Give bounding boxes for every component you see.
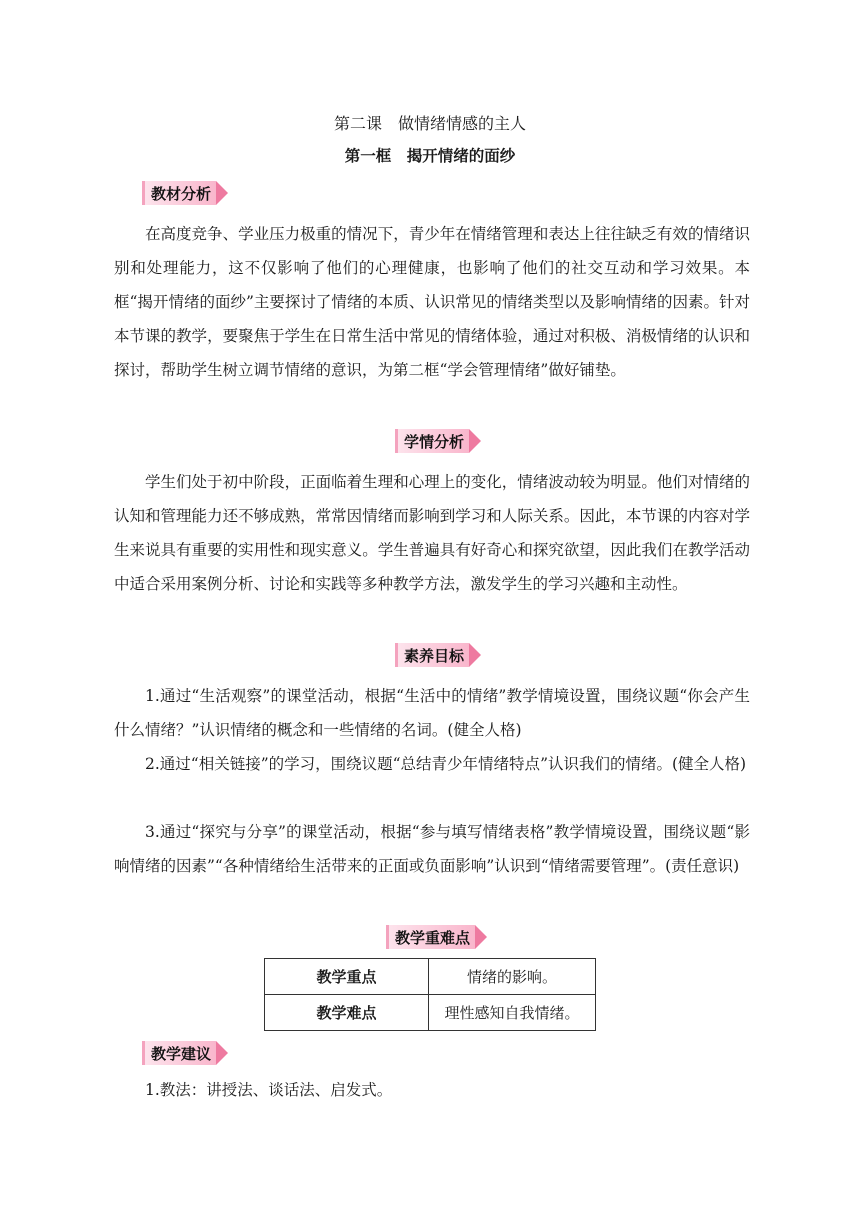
table-row	[265, 959, 596, 995]
goal-item: 2.通过“相关链接”的学习，围绕议题“总结青少年情绪特点”认识我们的情绪。(健全人格)	[145, 755, 747, 773]
goal-item: 1.通过“生活观察”的课堂活动，根据“生活中的情绪”教学情境设置，围绕议题“你会产生什么情绪？”认识情绪的概念和一些情绪的名词。(健全人格)	[114, 687, 750, 739]
suggestion-item: 1.教法：讲授法、谈话法、启发式。	[145, 1081, 393, 1099]
literacy-goals-tag	[395, 643, 481, 667]
literacy-goals-label: 素养目标	[395, 643, 469, 667]
key-points-table	[264, 958, 596, 1031]
chevron-right-icon	[469, 643, 481, 667]
chevron-right-icon	[469, 429, 481, 453]
table-cell-value: 情绪的影响。	[429, 959, 596, 995]
table-cell-value: 理性感知自我情绪。	[429, 995, 596, 1031]
key-difficult-points-label: 教学重难点	[386, 925, 475, 949]
teaching-suggestions-label: 教学建议	[142, 1041, 216, 1065]
lesson-title: 第二课 做情绪情感的主人	[333, 114, 526, 133]
student-analysis-text: 学生们处于初中阶段，正面临着生理和心理上的变化，情绪波动较为明显。他们对情绪的认知和管理能力还不够成熟，常常因情绪而影响到学习和人际关系。因此，本节课的内容对学生来说具有重要的实用性和现实意义。学生普遍具有好奇心和探究欲望，因此我们在教学活动中适合采用案例分析、讨论和实践等多种教学方法，激发学生的学习兴趣和主动性。	[114, 473, 750, 593]
section-title: 第一框 揭开情绪的面纱	[344, 147, 516, 165]
student-analysis-tag	[395, 429, 481, 453]
teaching-suggestions-tag	[142, 1041, 228, 1065]
materials-analysis-label: 教材分析	[142, 181, 216, 205]
materials-analysis-tag	[142, 181, 228, 205]
key-difficult-points-tag	[386, 925, 487, 949]
goal-item: 3.通过“探究与分享”的课堂活动，根据“参与填写情绪表格”教学情境设置，围绕议题“影响情绪的因素”“各种情绪给生活带来的正面或负面影响”认识到“情绪需要管理”。(责任意识)	[114, 823, 750, 875]
chevron-right-icon	[475, 925, 487, 949]
chevron-right-icon	[216, 181, 228, 205]
table-cell-label: 教学重点	[265, 959, 429, 995]
chevron-right-icon	[216, 1041, 228, 1065]
table-row	[265, 995, 596, 1031]
materials-analysis-text: 在高度竞争、学业压力极重的情况下，青少年在情绪管理和表达上往往缺乏有效的情绪识别和处理能力，这不仅影响了他们的心理健康，也影响了他们的社交互动和学习效果。本框“揭开情绪的面纱”主要探讨了情绪的本质、认识常见的情绪类型以及影响情绪的因素。针对本节课的教学，要聚焦于学生在日常生活中常见的情绪体验，通过对积极、消极情绪的认识和探讨，帮助学生树立调节情绪的意识，为第二框“学会管理情绪”做好铺垫。	[114, 225, 750, 379]
student-analysis-label: 学情分析	[395, 429, 469, 453]
table-cell-label: 教学难点	[265, 995, 429, 1031]
